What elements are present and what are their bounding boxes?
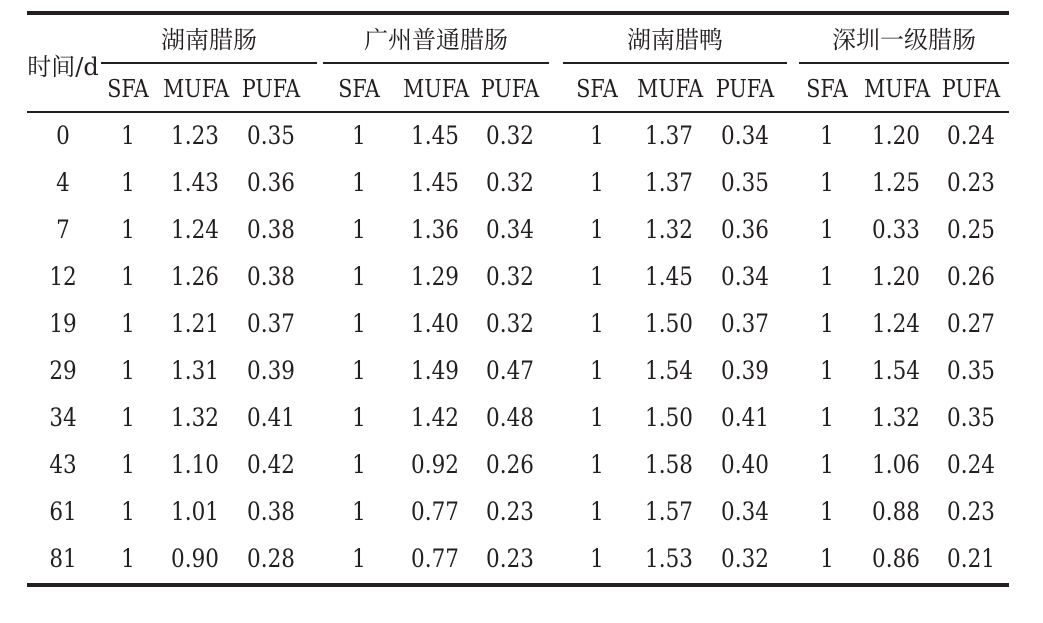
value-cell: 0.92 bbox=[411, 450, 459, 479]
value-cell: 0.47 bbox=[486, 356, 534, 385]
value-cell: 1 bbox=[590, 356, 604, 385]
value-cell: 1 bbox=[352, 450, 366, 479]
group-header: 深圳一级腊肠 bbox=[832, 26, 976, 54]
value-cell: 1.20 bbox=[872, 121, 920, 150]
value-cell: 1.42 bbox=[411, 403, 459, 432]
value-cell: 1 bbox=[352, 215, 366, 244]
value-cell: 1.26 bbox=[171, 262, 219, 291]
sub-header: SFA bbox=[576, 75, 618, 103]
value-cell: 1.01 bbox=[171, 497, 219, 526]
value-cell: 1 bbox=[352, 497, 366, 526]
value-cell: 1.36 bbox=[411, 215, 459, 244]
value-cell: 1.24 bbox=[171, 215, 219, 244]
value-cell: 1.54 bbox=[645, 356, 693, 385]
value-cell: 1.20 bbox=[872, 262, 920, 291]
value-cell: 1 bbox=[352, 309, 366, 338]
value-cell: 1.54 bbox=[872, 356, 920, 385]
value-cell: 0.32 bbox=[486, 262, 534, 291]
sub-header: SFA bbox=[806, 75, 848, 103]
value-cell: 0.77 bbox=[411, 544, 459, 573]
table-row bbox=[27, 301, 1009, 348]
value-cell: 1 bbox=[121, 544, 135, 573]
value-cell: 1 bbox=[820, 168, 834, 197]
value-cell: 0.35 bbox=[947, 403, 995, 432]
table-row bbox=[27, 254, 1009, 301]
sub-header: MUFA bbox=[864, 75, 931, 103]
value-cell: 0.39 bbox=[721, 356, 769, 385]
value-cell: 1 bbox=[820, 450, 834, 479]
table-body bbox=[27, 113, 1009, 583]
value-cell: 1 bbox=[352, 403, 366, 432]
value-cell: 1 bbox=[590, 450, 604, 479]
value-cell: 0.42 bbox=[247, 450, 295, 479]
sub-header: MUFA bbox=[637, 75, 704, 103]
value-cell: 1 bbox=[820, 544, 834, 573]
value-cell: 1.31 bbox=[171, 356, 219, 385]
value-cell: 0.27 bbox=[947, 309, 995, 338]
value-cell: 1.32 bbox=[872, 403, 920, 432]
sub-header: MUFA bbox=[163, 75, 230, 103]
value-cell: 1.32 bbox=[645, 215, 693, 244]
group-header: 湖南腊肠 bbox=[161, 26, 257, 54]
value-cell: 0.33 bbox=[872, 215, 920, 244]
value-cell: 1.23 bbox=[171, 121, 219, 150]
value-cell: 0.25 bbox=[947, 215, 995, 244]
value-cell: 1.37 bbox=[645, 168, 693, 197]
table-row bbox=[27, 113, 1009, 160]
value-cell: 0.37 bbox=[721, 309, 769, 338]
value-cell: 0.28 bbox=[247, 544, 295, 573]
value-cell: 1.57 bbox=[645, 497, 693, 526]
sub-header: PUFA bbox=[715, 75, 775, 103]
value-cell: 0.32 bbox=[721, 544, 769, 573]
value-cell: 1 bbox=[590, 497, 604, 526]
table-row bbox=[27, 489, 1009, 536]
value-cell: 1.50 bbox=[645, 309, 693, 338]
value-cell: 1 bbox=[590, 403, 604, 432]
sub-header: MUFA bbox=[403, 75, 470, 103]
value-cell: 0.34 bbox=[486, 215, 534, 244]
value-cell: 0.21 bbox=[947, 544, 995, 573]
value-cell: 0.34 bbox=[721, 497, 769, 526]
value-cell: 0.37 bbox=[247, 309, 295, 338]
group-header-row bbox=[27, 15, 1009, 81]
sub-header: PUFA bbox=[941, 75, 1001, 103]
table-row bbox=[27, 395, 1009, 442]
value-cell: 1.45 bbox=[645, 262, 693, 291]
value-cell: 1 bbox=[590, 262, 604, 291]
value-cell: 1 bbox=[590, 215, 604, 244]
value-cell: 1.25 bbox=[872, 168, 920, 197]
value-cell: 1 bbox=[820, 403, 834, 432]
value-cell: 1 bbox=[820, 262, 834, 291]
value-cell: 0.32 bbox=[486, 121, 534, 150]
value-cell: 1 bbox=[352, 356, 366, 385]
time-cell: 12 bbox=[49, 262, 77, 291]
value-cell: 1 bbox=[121, 262, 135, 291]
value-cell: 0.48 bbox=[486, 403, 534, 432]
value-cell: 0.35 bbox=[947, 356, 995, 385]
value-cell: 0.40 bbox=[721, 450, 769, 479]
time-cell: 29 bbox=[49, 356, 77, 385]
value-cell: 1 bbox=[352, 544, 366, 573]
value-cell: 1.32 bbox=[171, 403, 219, 432]
time-cell: 34 bbox=[49, 403, 77, 432]
value-cell: 1 bbox=[121, 168, 135, 197]
value-cell: 0.35 bbox=[247, 121, 295, 150]
value-cell: 0.32 bbox=[486, 168, 534, 197]
value-cell: 1 bbox=[121, 356, 135, 385]
time-cell: 61 bbox=[49, 497, 77, 526]
value-cell: 0.23 bbox=[947, 168, 995, 197]
table-bottom-rule bbox=[27, 583, 1009, 587]
table-row bbox=[27, 536, 1009, 583]
value-cell: 0.36 bbox=[247, 168, 295, 197]
group-header: 广州普通腊肠 bbox=[364, 26, 508, 54]
time-cell: 4 bbox=[56, 168, 70, 197]
value-cell: 0.26 bbox=[947, 262, 995, 291]
value-cell: 1 bbox=[121, 215, 135, 244]
value-cell: 1 bbox=[820, 497, 834, 526]
value-cell: 1.45 bbox=[411, 121, 459, 150]
value-cell: 1.50 bbox=[645, 403, 693, 432]
value-cell: 1 bbox=[590, 544, 604, 573]
value-cell: 1.06 bbox=[872, 450, 920, 479]
value-cell: 0.77 bbox=[411, 497, 459, 526]
value-cell: 1 bbox=[820, 309, 834, 338]
value-cell: 1.29 bbox=[411, 262, 459, 291]
value-cell: 0.90 bbox=[171, 544, 219, 573]
value-cell: 1.10 bbox=[171, 450, 219, 479]
value-cell: 1.45 bbox=[411, 168, 459, 197]
value-cell: 1.58 bbox=[645, 450, 693, 479]
value-cell: 0.23 bbox=[947, 497, 995, 526]
value-cell: 1.49 bbox=[411, 356, 459, 385]
value-cell: 1.40 bbox=[411, 309, 459, 338]
value-cell: 1 bbox=[590, 309, 604, 338]
value-cell: 0.23 bbox=[486, 497, 534, 526]
time-cell: 43 bbox=[49, 450, 77, 479]
table-row bbox=[27, 442, 1009, 489]
time-cell: 19 bbox=[49, 309, 77, 338]
value-cell: 0.41 bbox=[247, 403, 295, 432]
group-header: 湖南腊鸭 bbox=[627, 26, 723, 54]
value-cell: 0.88 bbox=[872, 497, 920, 526]
value-cell: 0.23 bbox=[486, 544, 534, 573]
value-cell: 1.24 bbox=[872, 309, 920, 338]
value-cell: 1 bbox=[590, 121, 604, 150]
value-cell: 1 bbox=[820, 121, 834, 150]
value-cell: 1 bbox=[121, 403, 135, 432]
value-cell: 0.38 bbox=[247, 262, 295, 291]
value-cell: 1 bbox=[820, 356, 834, 385]
time-cell: 81 bbox=[49, 544, 77, 573]
value-cell: 1.21 bbox=[171, 309, 219, 338]
value-cell: 0.36 bbox=[721, 215, 769, 244]
value-cell: 1 bbox=[121, 497, 135, 526]
value-cell: 0.41 bbox=[721, 403, 769, 432]
value-cell: 1 bbox=[352, 168, 366, 197]
sub-header: SFA bbox=[338, 75, 380, 103]
value-cell: 1 bbox=[121, 309, 135, 338]
value-cell: 1 bbox=[121, 121, 135, 150]
value-cell: 0.24 bbox=[947, 121, 995, 150]
value-cell: 1.37 bbox=[645, 121, 693, 150]
time-cell: 0 bbox=[56, 121, 70, 150]
value-cell: 0.34 bbox=[721, 121, 769, 150]
value-cell: 0.26 bbox=[486, 450, 534, 479]
value-cell: 1.43 bbox=[171, 168, 219, 197]
table-row bbox=[27, 348, 1009, 395]
value-cell: 0.86 bbox=[872, 544, 920, 573]
time-header: 时间/d bbox=[27, 53, 99, 81]
value-cell: 1 bbox=[352, 121, 366, 150]
value-cell: 0.34 bbox=[721, 262, 769, 291]
value-cell: 0.35 bbox=[721, 168, 769, 197]
sub-header: PUFA bbox=[241, 75, 301, 103]
sub-header-row bbox=[27, 64, 1009, 111]
value-cell: 0.24 bbox=[947, 450, 995, 479]
value-cell: 1 bbox=[590, 168, 604, 197]
value-cell: 0.38 bbox=[247, 215, 295, 244]
value-cell: 0.38 bbox=[247, 497, 295, 526]
table-row bbox=[27, 160, 1009, 207]
value-cell: 1 bbox=[121, 450, 135, 479]
value-cell: 1 bbox=[352, 262, 366, 291]
time-cell: 7 bbox=[56, 215, 70, 244]
sub-header: SFA bbox=[107, 75, 149, 103]
value-cell: 1.53 bbox=[645, 544, 693, 573]
fatty-acid-table bbox=[27, 11, 1009, 587]
value-cell: 0.39 bbox=[247, 356, 295, 385]
sub-header: PUFA bbox=[480, 75, 540, 103]
table-row bbox=[27, 207, 1009, 254]
value-cell: 1 bbox=[820, 215, 834, 244]
value-cell: 0.32 bbox=[486, 309, 534, 338]
